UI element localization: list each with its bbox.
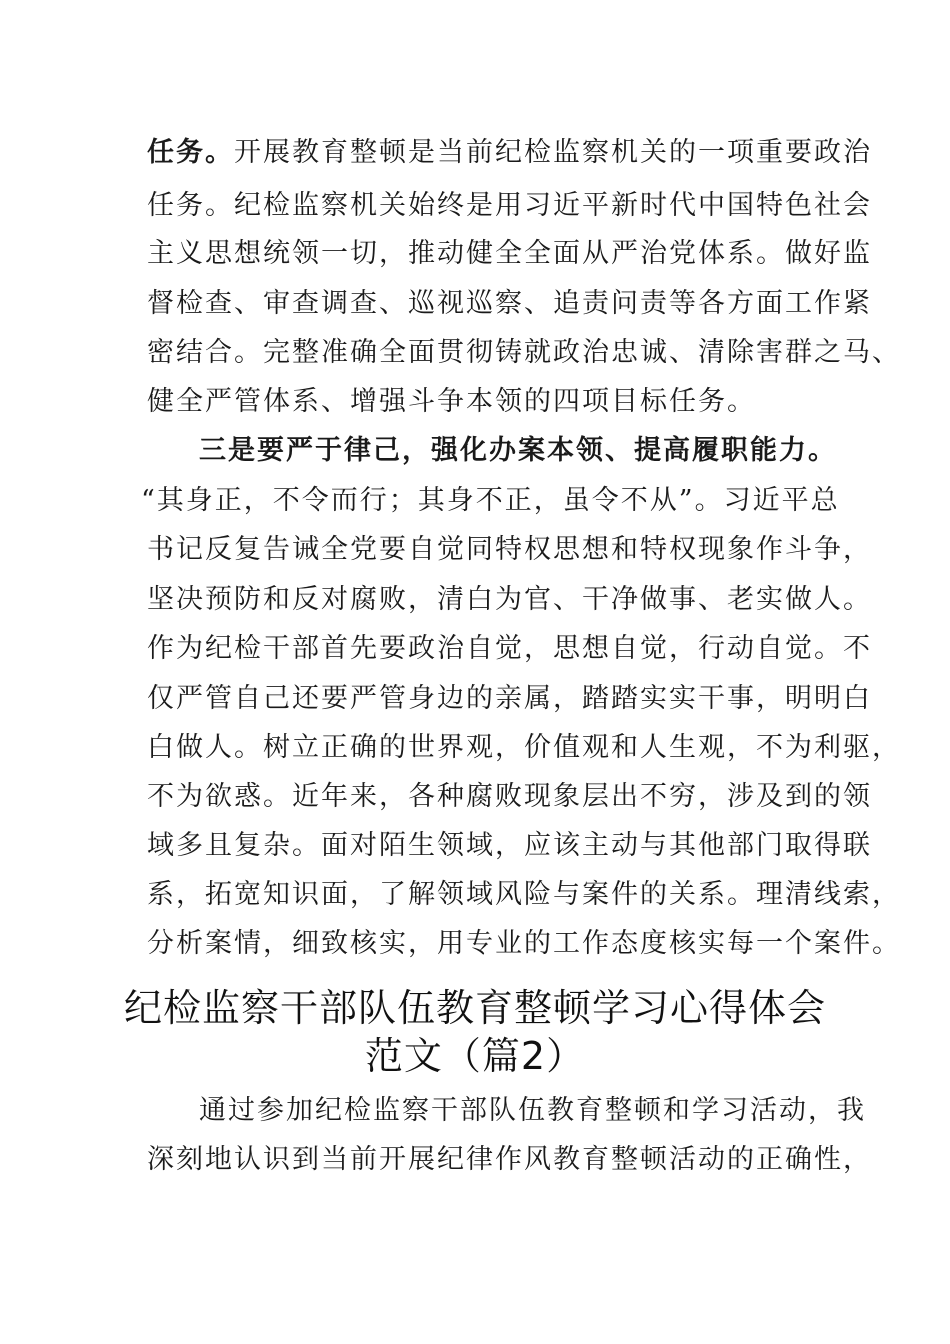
- paragraph-line: “其身正，不令而行；其身不正，虽令不从”。习近平总: [141, 485, 840, 516]
- section-heading: 三是要严于律己，强化办案本领、提高履职能力。: [199, 435, 837, 466]
- body-text: 开展教育整顿是当前纪检监察机关的一项重要政治: [234, 137, 872, 168]
- paragraph-line: 域多且复杂。面对陌生领域，应该主动与其他部门取得联: [147, 830, 872, 861]
- paragraph-line: 系，拓宽知识面，了解领域风险与案件的关系。理清线索，: [147, 879, 901, 910]
- paragraph-line: 白做人。树立正确的世界观，价值观和人生观，不为利驱，: [147, 732, 901, 763]
- paragraph-line: 密结合。完整准确全面贯彻铸就政治忠诚、清除害群之马、: [147, 337, 901, 368]
- paragraph-line: 通过参加纪检监察干部队伍教育整顿和学习活动，我: [199, 1095, 866, 1126]
- paragraph-line: 分析案情，细致核实，用专业的工作态度核实每一个案件。: [147, 928, 901, 959]
- paragraph-line: 书记反复告诫全党要自觉同特权思想和特权现象作斗争，: [147, 534, 872, 565]
- paragraph-line: 坚决预防和反对腐败，清白为官、干净做事、老实做人。: [147, 584, 872, 615]
- emphasis-text: 任务。: [147, 137, 234, 168]
- paragraph-line: 仅严管自己还要严管身边的亲属，踏踏实实干事，明明白: [147, 683, 872, 714]
- paragraph-line: [147, 128, 872, 178]
- paragraph-line: 作为纪检干部首先要政治自觉，思想自觉，行动自觉。不: [147, 633, 872, 664]
- article-title-continued: 范文（篇2）: [364, 1034, 586, 1078]
- paragraph-line: 不为欲惑。近年来，各种腐败现象层出不穷，涉及到的领: [147, 781, 872, 812]
- paragraph-line: 督检查、审查调查、巡视巡察、追责问责等各方面工作紧: [147, 288, 872, 319]
- article-title: 纪检监察干部队伍教育整顿学习心得体会: [123, 986, 826, 1030]
- paragraph-line: 主义思想统领一切，推动健全全面从严治党体系。做好监: [147, 238, 872, 269]
- paragraph-line: 健全严管体系、增强斗争本领的四项目标任务。: [147, 386, 756, 417]
- paragraph-line: 深刻地认识到当前开展纪律作风教育整顿活动的正确性，: [147, 1144, 872, 1175]
- paragraph-line: 任务。纪检监察机关始终是用习近平新时代中国特色社会: [147, 190, 872, 221]
